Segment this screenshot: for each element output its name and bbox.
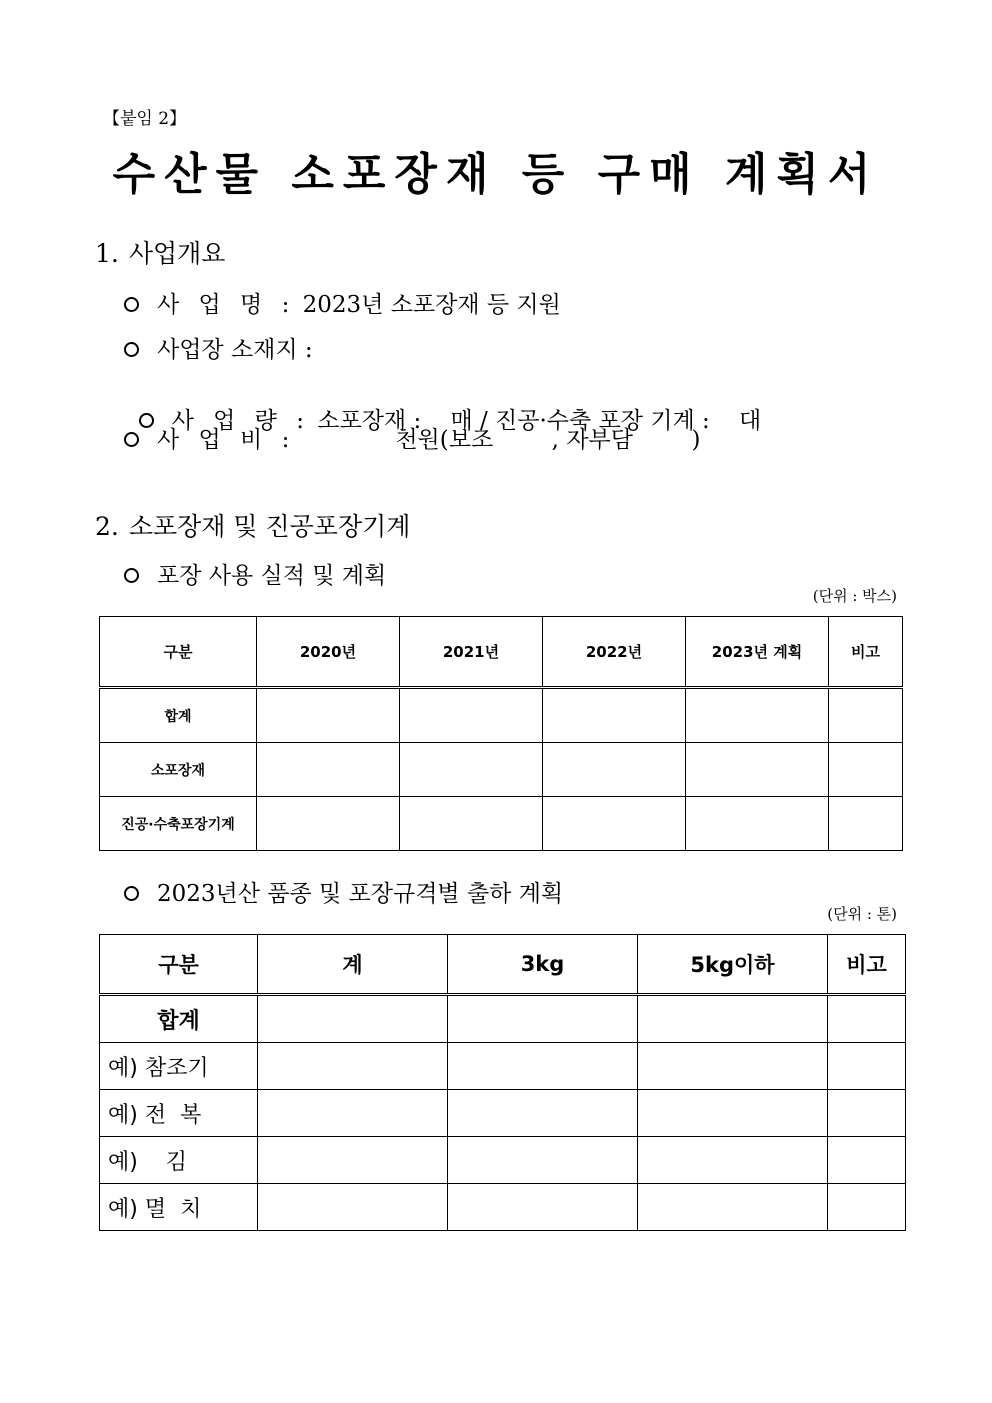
table-row	[100, 1090, 906, 1137]
table-cell[interactable]	[257, 797, 400, 851]
packaging-record-subheading	[124, 557, 386, 590]
business-name-value: 2023년 소포장재 등 지원	[302, 292, 561, 318]
row-label: 합계	[100, 688, 257, 743]
table-cell[interactable]	[828, 1090, 906, 1137]
table-cell[interactable]	[400, 688, 543, 743]
circle-bullet-icon	[124, 297, 139, 312]
table-cell[interactable]	[258, 1137, 448, 1184]
section-1-title: 사업개요	[128, 239, 226, 268]
table-cell[interactable]	[448, 1184, 638, 1231]
circle-bullet-icon	[124, 342, 139, 357]
packaging-record-table	[99, 616, 903, 851]
table-header-cell: 5kg이하	[638, 935, 828, 995]
table-cell[interactable]	[829, 743, 903, 797]
row-label: 합계	[100, 995, 258, 1043]
table-header-row	[100, 935, 906, 995]
table-cell[interactable]	[686, 743, 829, 797]
table-header-cell: 비고	[829, 617, 903, 688]
business-name-label: 사 업 명 :	[157, 292, 296, 318]
table-row	[100, 1137, 906, 1184]
table-row	[100, 1043, 906, 1090]
attachment-label: 【붙임 2】	[103, 109, 187, 129]
table-cell[interactable]	[258, 1184, 448, 1231]
table-cell[interactable]	[400, 797, 543, 851]
section-2-number: 2.	[95, 512, 119, 541]
row-label: 예) 김	[100, 1137, 258, 1184]
row-label: 예) 멸 치	[100, 1184, 258, 1231]
table-cell[interactable]	[400, 743, 543, 797]
table-cell[interactable]	[828, 1043, 906, 1090]
circle-bullet-icon	[124, 568, 139, 583]
table1-unit: (단위 : 박스)	[812, 587, 897, 605]
table-cell[interactable]	[829, 797, 903, 851]
section-1-heading	[95, 234, 225, 270]
table-cell[interactable]	[686, 797, 829, 851]
business-volume-value: 소포장재 : 매 / 진공·수축 포장 기계 : 대	[317, 408, 762, 434]
section-2-heading	[95, 507, 410, 543]
business-location-label: 사업장 소재지 :	[157, 337, 313, 363]
table-header-cell: 2021년	[400, 617, 543, 688]
business-cost-item	[124, 421, 700, 454]
table-cell[interactable]	[448, 1137, 638, 1184]
table-cell[interactable]	[543, 743, 686, 797]
table2-unit: (단위 : 톤)	[827, 905, 897, 923]
row-label: 소포장재	[100, 743, 257, 797]
table-cell[interactable]	[638, 995, 828, 1043]
table-header-cell: 계	[258, 935, 448, 995]
table-row	[100, 797, 903, 851]
row-label: 진공·수축포장기계	[100, 797, 257, 851]
table-cell[interactable]	[828, 995, 906, 1043]
table-header-cell: 구분	[100, 935, 258, 995]
table-cell[interactable]	[257, 743, 400, 797]
business-cost-value: 천원(보조 , 자부담 )	[395, 427, 701, 453]
table-cell[interactable]	[258, 1043, 448, 1090]
table-cell[interactable]	[448, 1090, 638, 1137]
table-cell[interactable]	[638, 1043, 828, 1090]
table-row	[100, 995, 906, 1043]
table-cell[interactable]	[448, 1043, 638, 1090]
table-header-cell: 2020년	[257, 617, 400, 688]
table-cell[interactable]	[543, 797, 686, 851]
table-header-row	[100, 617, 903, 688]
table-cell[interactable]	[258, 995, 448, 1043]
section-1-number: 1.	[95, 239, 119, 268]
table-cell[interactable]	[258, 1090, 448, 1137]
packaging-record-label: 포장 사용 실적 및 계획	[157, 563, 387, 589]
table-cell[interactable]	[638, 1184, 828, 1231]
business-cost-label: 사 업 비 :	[157, 427, 296, 453]
table-header-cell: 2022년	[543, 617, 686, 688]
table-cell[interactable]	[638, 1137, 828, 1184]
table-cell[interactable]	[257, 688, 400, 743]
table-row	[100, 743, 903, 797]
table-cell[interactable]	[448, 995, 638, 1043]
business-name-item	[124, 286, 561, 319]
table-row	[100, 1184, 906, 1231]
row-label: 예) 참조기	[100, 1043, 258, 1090]
table-row	[100, 688, 903, 743]
table-cell[interactable]	[638, 1090, 828, 1137]
table-header-cell: 구분	[100, 617, 257, 688]
table-header-cell: 3kg	[448, 935, 638, 995]
shipping-plan-subheading	[124, 875, 563, 908]
page-title: 수산물 소포장재 등 구매 계획서	[112, 149, 880, 200]
table-header-cell: 비고	[828, 935, 906, 995]
table-cell[interactable]	[829, 688, 903, 743]
row-label: 예) 전 복	[100, 1090, 258, 1137]
table-cell[interactable]	[543, 688, 686, 743]
circle-bullet-icon	[124, 432, 139, 447]
shipping-plan-label: 2023년산 품종 및 포장규격별 출하 계획	[157, 881, 564, 907]
shipping-plan-table	[99, 934, 906, 1231]
table-header-cell: 2023년 계획	[686, 617, 829, 688]
section-2-title: 소포장재 및 진공포장기계	[128, 512, 411, 541]
table-cell[interactable]	[828, 1137, 906, 1184]
business-location-item	[124, 331, 313, 364]
circle-bullet-icon	[124, 886, 139, 901]
table-cell[interactable]	[686, 688, 829, 743]
table-cell[interactable]	[828, 1184, 906, 1231]
business-volume-label: 사 업 량 :	[171, 408, 310, 434]
